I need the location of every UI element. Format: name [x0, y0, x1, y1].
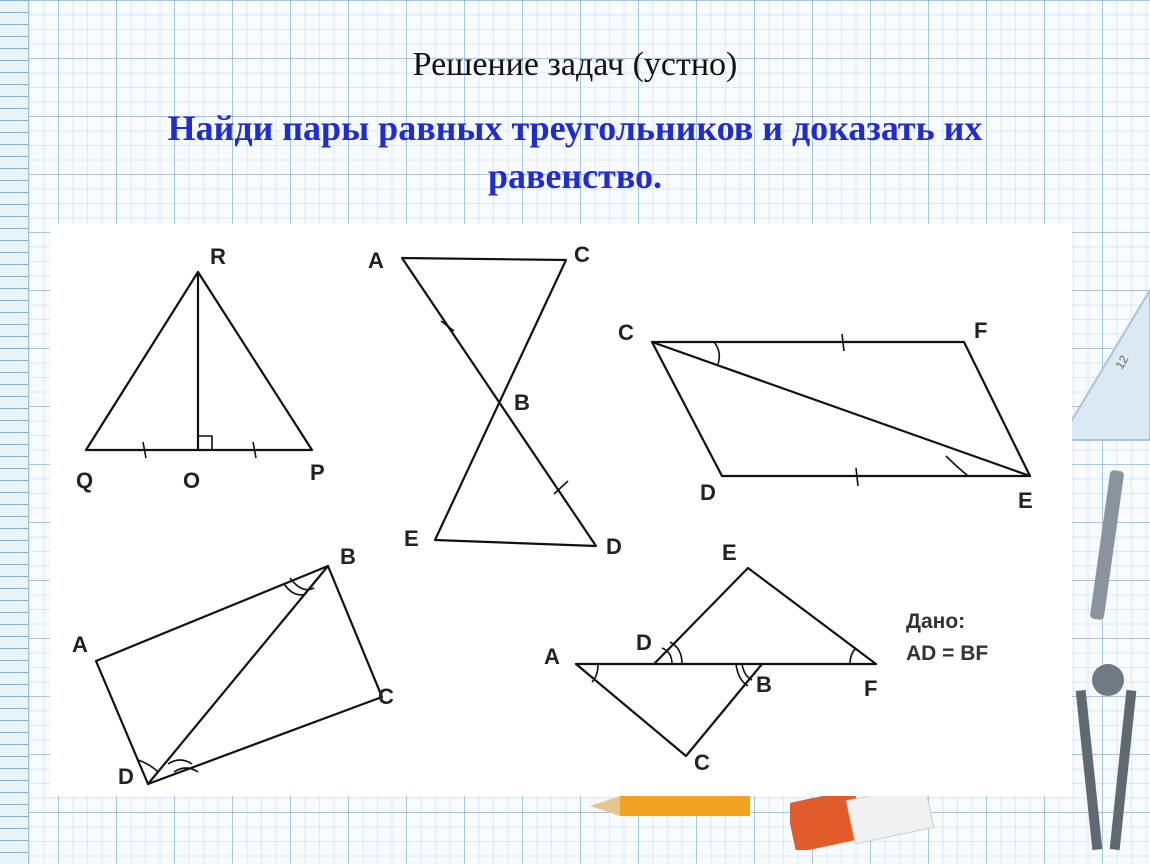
label-e: E	[722, 540, 737, 565]
label-c: C	[618, 320, 634, 345]
angle-mark-c	[714, 342, 719, 364]
triangle-ruler-decoration	[1060, 290, 1150, 450]
tick-cf	[842, 334, 844, 351]
label-r: R	[210, 244, 226, 269]
slide-title: Решение задач (устно)	[412, 46, 738, 83]
ruler-left	[0, 0, 29, 864]
angle-mark-d-1	[662, 648, 672, 664]
label-d: D	[636, 630, 652, 655]
figure-3-parallelogram	[618, 318, 1033, 513]
compass-decoration	[1070, 470, 1150, 860]
triangle-def	[654, 568, 876, 664]
task-text	[90, 104, 1060, 200]
label-e: E	[404, 526, 419, 551]
label-d: D	[118, 764, 134, 789]
figure-2-bowtie	[368, 242, 622, 559]
figure-1-triangle-qrp	[76, 244, 325, 493]
label-p: P	[310, 460, 325, 485]
label-d: D	[606, 534, 622, 559]
label-a: A	[72, 632, 88, 657]
tick-de	[856, 468, 858, 486]
svg-text:12: 12	[1112, 352, 1132, 372]
eraser-decoration	[790, 790, 950, 850]
given-title: Дано:	[906, 610, 966, 633]
task-line-1: Найди пары равных треугольников и доказать их	[167, 108, 983, 148]
angle-mark-e	[946, 456, 968, 476]
label-q: Q	[76, 468, 94, 493]
figure-5-triangles	[544, 540, 988, 775]
geometry-figures	[50, 224, 1072, 796]
label-b: B	[514, 390, 530, 415]
figures-panel	[50, 224, 1072, 796]
label-a: A	[368, 248, 384, 273]
label-f: F	[864, 676, 878, 701]
angle-mark-f	[850, 648, 856, 664]
figure-4-quadrilateral	[72, 544, 394, 789]
triangle-acb	[576, 664, 762, 756]
label-a: A	[544, 644, 560, 669]
label-d: D	[700, 480, 716, 505]
label-c: C	[378, 684, 394, 709]
task-line-2: равенство.	[487, 156, 663, 196]
label-c: C	[694, 750, 710, 775]
label-b: B	[340, 544, 356, 569]
tick-ab	[441, 321, 454, 331]
bowtie-outline	[402, 258, 596, 546]
angle-mark-d-2	[168, 760, 192, 764]
right-angle-mark	[198, 436, 212, 450]
label-b: B	[756, 672, 772, 697]
label-e: E	[1018, 488, 1033, 513]
label-c: C	[574, 242, 590, 267]
label-f: F	[974, 318, 988, 343]
given-text: AD = BF	[906, 642, 989, 665]
label-o: O	[183, 468, 201, 493]
